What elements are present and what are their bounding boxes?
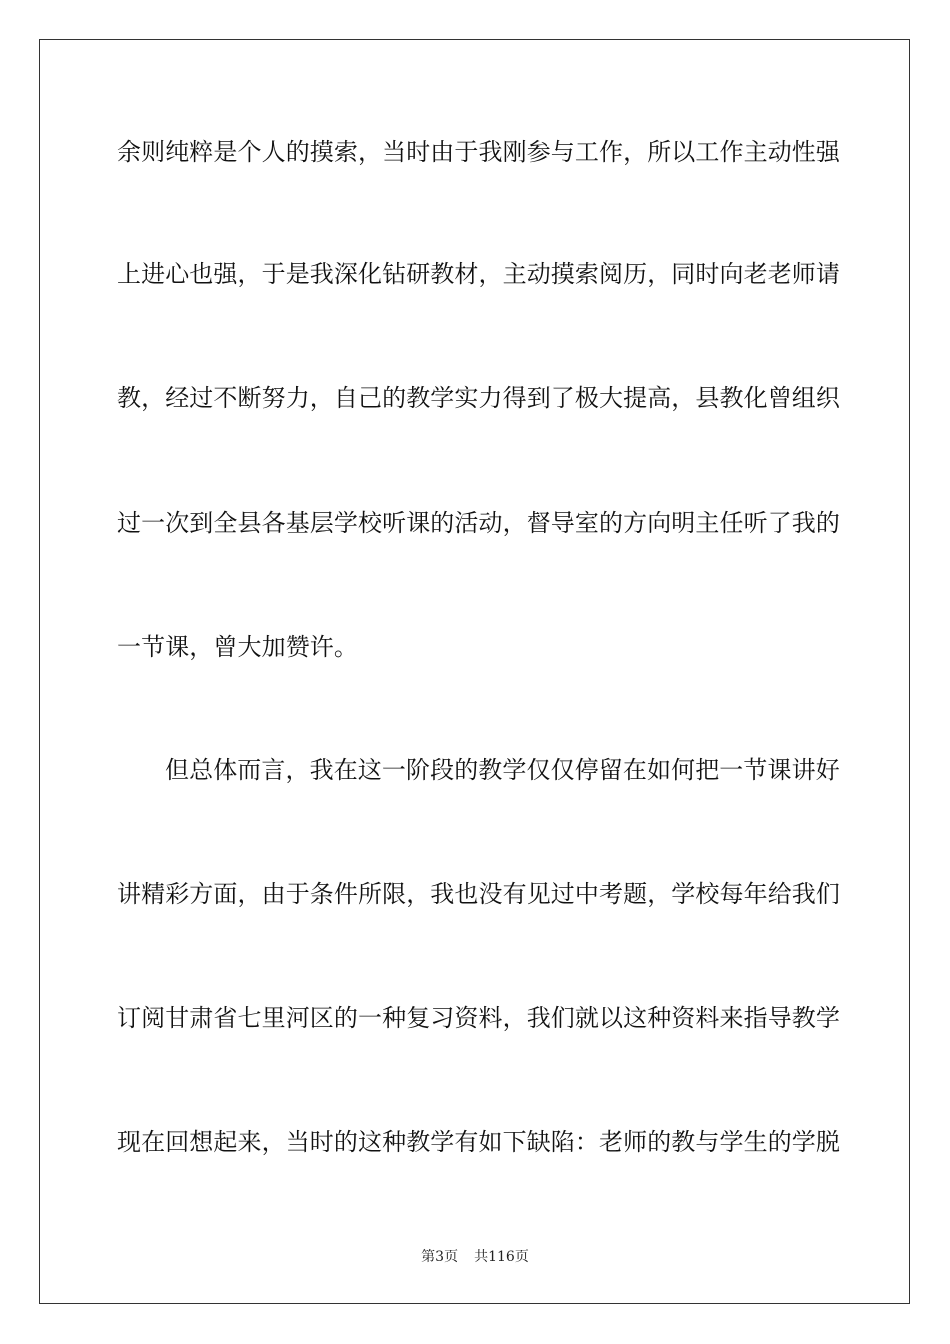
text-line: 现在回想起来，当时的这种教学有如下缺陷：老师的教与学生的学脱	[117, 1128, 840, 1156]
page-footer	[0, 1248, 950, 1266]
text-line: 订阅甘肃省七里河区的一种复习资料，我们就以这种资料来指导教学	[117, 1004, 840, 1032]
text-line: 教，经过不断努力，自己的教学实力得到了极大提高，县教化曾组织	[117, 384, 840, 412]
page-number: 第3页	[421, 1249, 459, 1265]
page-border	[39, 39, 910, 1304]
text-line: 讲精彩方面，由于条件所限，我也没有见过中考题，学校每年给我们	[117, 880, 840, 908]
text-line: 过一次到全县各基层学校听课的活动，督导室的方向明主任听了我的	[117, 509, 840, 537]
text-line: 余则纯粹是个人的摸索，当时由于我刚参与工作，所以工作主动性强	[117, 138, 840, 166]
text-line: 上进心也强，于是我深化钻研教材，主动摸索阅历，同时向老老师请	[117, 260, 840, 288]
text-line: 一节课，曾大加赞许。	[117, 633, 358, 661]
paragraph-first-line: 但总体而言，我在这一阶段的教学仅仅停留在如何把一节课讲好	[165, 756, 840, 784]
page-total: 共116页	[474, 1249, 529, 1265]
